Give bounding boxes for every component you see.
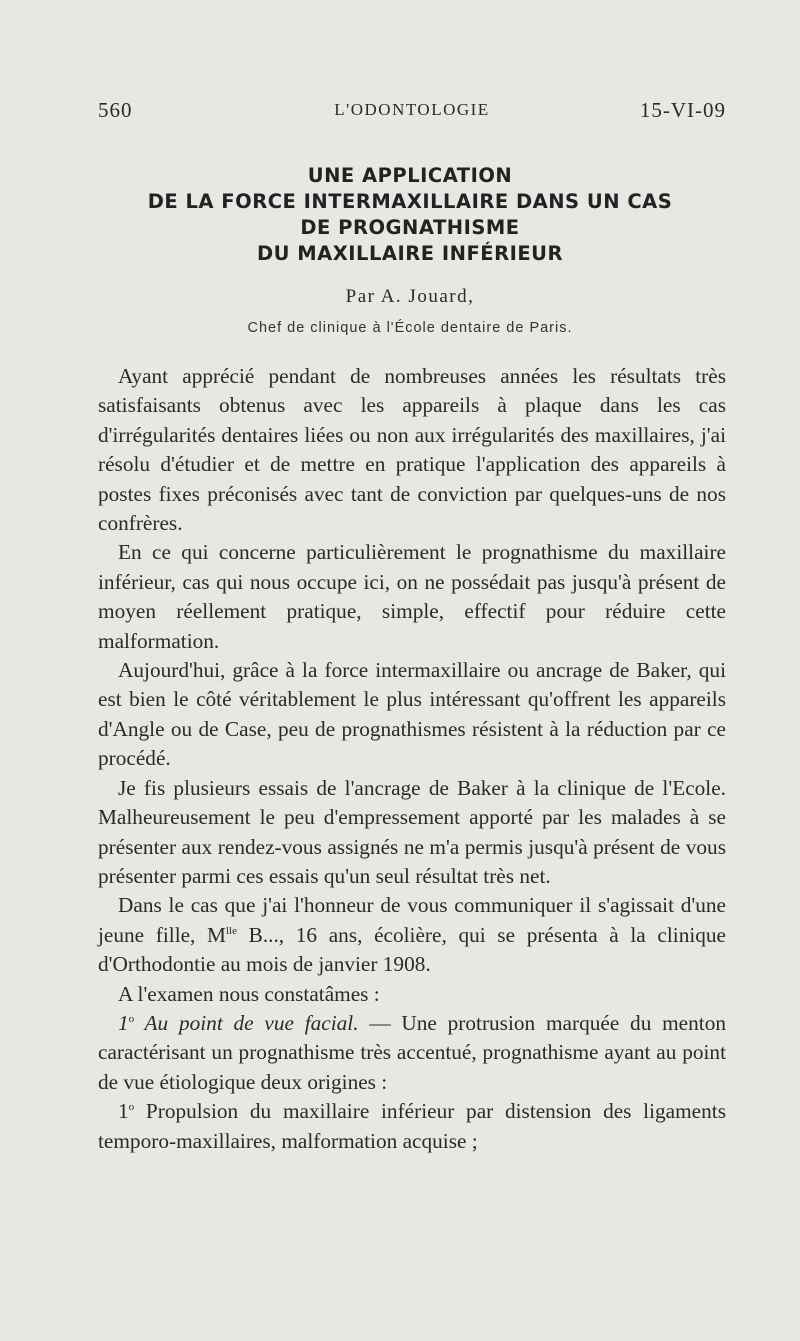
- page-number: 560: [98, 98, 133, 122]
- paragraph-7-heading: Au point de vue facial.: [134, 1010, 359, 1035]
- title-line-3: DE PROGNATHISME: [300, 216, 520, 239]
- paragraph-5: [98, 891, 726, 979]
- paragraph-7-ordinal: o: [128, 1012, 135, 1025]
- paragraph-6: A l'examen nous constatâmes :: [118, 981, 380, 1006]
- title-line-2: DE LA FORCE INTERMAXILLAIRE DANS UN CAS: [147, 190, 673, 213]
- paragraph-5-start: Dans le cas que j'ai l'honneur de vous communiquer il s'agissait d'une jeune fille, M: [98, 893, 726, 947]
- running-header: [98, 98, 726, 132]
- paragraph-8-text: Propulsion du maxillaire inférieur par distension des ligaments temporo-maxillaires, malformation acquise ;: [98, 1099, 726, 1153]
- article-body: [98, 362, 726, 1156]
- paragraph-5-superscript: lle: [225, 924, 237, 937]
- paragraph-1: Ayant apprécié pendant de nombreuses années les résultats très satisfaisants obtenus avec les appareils à plaque dans les cas d'irrégularités dentaires liées ou non aux irrégularités des maxillaires, j'ai résolu d'étudier et de mettre en pratique l'application des appareils à postes fixes préconisés avec tant de conviction par quelques-uns de nos confrères.: [98, 364, 726, 536]
- paragraph-8: [98, 1097, 726, 1156]
- paragraph-2: En ce qui concerne particulièrement le prognathisme du maxillaire inférieur, cas qui nous occupe ici, on ne possédait pas jusqu'à présent de moyen réellement pratique, simple, effectif pour réduire cette malformation.: [98, 540, 726, 653]
- paragraph-8-ordinal: o: [128, 1101, 135, 1114]
- author-affiliation: Chef de clinique à l'École dentaire de Paris.: [247, 320, 573, 336]
- author-byline: Par A. Jouard,: [345, 286, 475, 307]
- paragraph-7-text: — Une protrusion marquée du menton caractérisant un prognathisme très accentué, prognathisme ayant au point de vue étiologique deux origines :: [98, 1010, 726, 1094]
- journal-title: L'ODONTOLOGIE: [334, 100, 490, 119]
- article-title: [80, 163, 740, 267]
- paragraph-5-end: B..., 16 ans, écolière, qui se présenta à la clinique d'Orthodontie au mois de janvier 1908.: [98, 922, 727, 977]
- title-line-1: UNE APPLICATION: [307, 164, 513, 187]
- paragraph-7-number: 1: [118, 1010, 129, 1035]
- title-line-4: DU MAXILLAIRE INFÉRIEUR: [256, 242, 564, 265]
- paragraph-4: Je fis plusieurs essais de l'ancrage de Baker à la clinique de l'Ecole. Malheureusement le peu d'empressement apporté par les malades à se présenter aux rendez-vous assignés ne m'a permis jusqu'à présent de vous présenter parmi ces essais qu'un seul résultat très net.: [98, 775, 726, 888]
- paragraph-7: [98, 1009, 726, 1097]
- paragraph-3: Aujourd'hui, grâce à la force intermaxillaire ou ancrage de Baker, qui est bien le côté véritablement le plus intéressant qu'offrent les appareils d'Angle ou de Case, peu de prognathismes résistent à la réduction par ce procédé.: [98, 658, 726, 771]
- paragraph-8-number: 1: [118, 1099, 129, 1124]
- issue-date: 15-VI-09: [639, 98, 726, 122]
